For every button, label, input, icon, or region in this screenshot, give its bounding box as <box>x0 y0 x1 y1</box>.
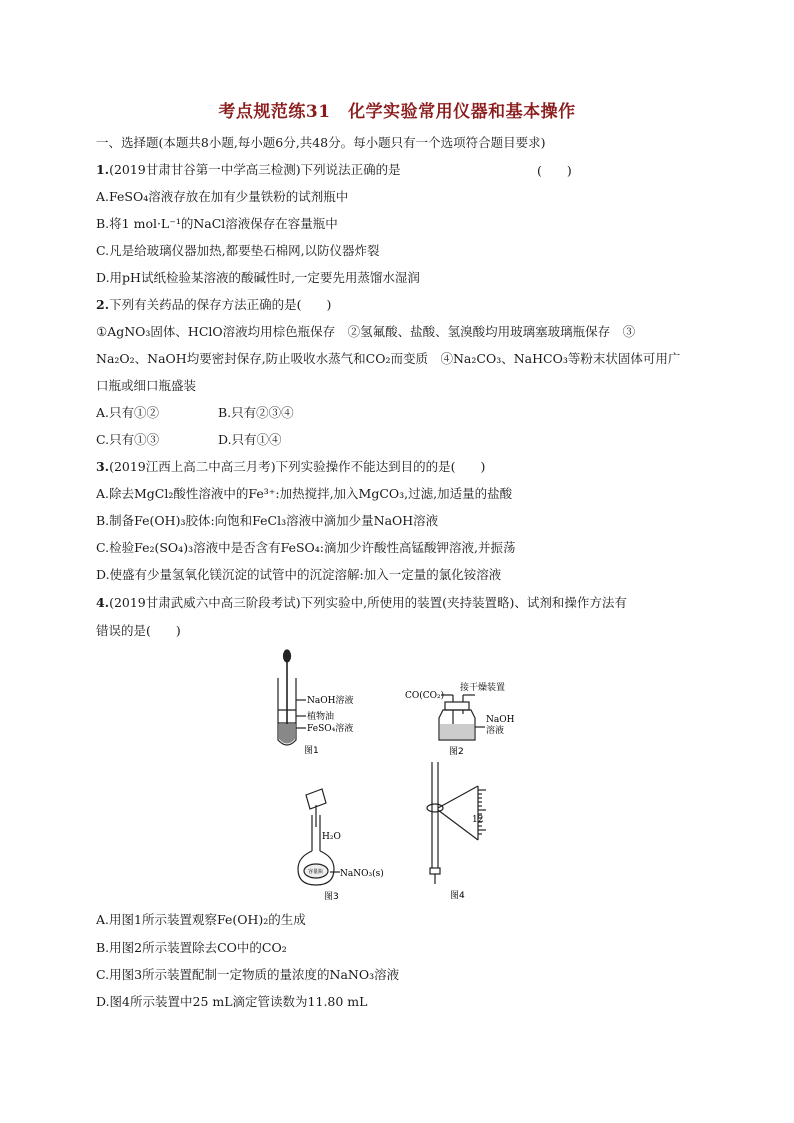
option-d: D.使盛有少量氢氧化镁沉淀的试管中的沉淀溶解:加入一定量的氯化铵溶液 <box>96 567 502 582</box>
dropper-bulb <box>284 650 291 662</box>
figure-caption: 图4 <box>450 891 465 901</box>
option-d: D.只有①④ <box>218 432 282 447</box>
figure-caption: 图2 <box>449 747 464 757</box>
question-2-body-line: ①AgNO₃固体、HClO溶液均用棕色瓶保存 ②氢氟酸、盐酸、氢溴酸均用玻璃塞玻璃瓶保存 ③ <box>96 324 636 339</box>
question-2-body-line: 口瓶或细口瓶盛装 <box>96 378 197 393</box>
label-naoh: NaOH <box>486 715 515 725</box>
figure-caption: 图1 <box>304 746 319 756</box>
label-gas-out: 接干燥装置 <box>460 683 506 693</box>
label-gas-in: CO(CO₂) <box>405 691 445 701</box>
question-text: (2019江西上高二中高三月考)下列实验操作不能达到目的的是( ) <box>109 459 486 474</box>
option-a: A.用图1所示装置观察Fe(OH)₂的生成 <box>96 912 306 927</box>
question-text: (2019甘肃武威六中高三阶段考试)下列实验中,所使用的装置(夹持装置略)、试剂和操作方法有 <box>109 595 627 610</box>
question-number: 2. <box>96 297 110 312</box>
option-c: C.用图3所示装置配制一定物质的量浓度的NaNO₃溶液 <box>96 967 400 982</box>
option-d: D.图4所示装置中25 mL滴定管读数为11.80 mL <box>96 994 368 1009</box>
option-b: B.制备Fe(OH)₃胶体:向饱和FeCl₃溶液中滴加少量NaOH溶液 <box>96 513 439 528</box>
flask-label: 容量瓶 <box>308 869 324 875</box>
question-number: 1. <box>96 162 110 177</box>
question-3-stem <box>96 458 485 476</box>
answer-paren: ( ) <box>537 163 572 178</box>
label-nano3: NaNO₃(s) <box>340 869 384 879</box>
figure-4 <box>420 760 530 905</box>
question-1-stem <box>96 161 401 179</box>
option-b: B.将1 mol·L⁻¹的NaCl溶液保存在容量瓶中 <box>96 216 338 231</box>
option-b: B.只有②③④ <box>218 405 294 420</box>
option-a: A.FeSO₄溶液存放在加有少量铁粉的试剂瓶中 <box>96 189 349 204</box>
option-a: A.只有①② <box>96 405 160 420</box>
figure-2 <box>405 680 535 758</box>
question-text: 下列有关药品的保存方法正确的是( ) <box>109 297 332 312</box>
label-solution: 溶液 <box>486 726 505 736</box>
section-heading: 一、选择题(本题共8小题,每小题6分,共48分。每小题只有一个选项符合题目要求) <box>96 135 546 150</box>
label-oil: 植物油 <box>307 712 335 722</box>
figure-3 <box>294 785 384 905</box>
question-number: 3. <box>96 459 110 474</box>
option-c: C.只有①③ <box>96 432 160 447</box>
question-4-stem-cont: 错误的是( ) <box>96 623 181 638</box>
question-text: (2019甘肃甘谷第一中学高三检测)下列说法正确的是 <box>109 162 401 177</box>
question-2-stem <box>96 296 331 314</box>
option-d: D.用pH试纸检验某溶液的酸碱性时,一定要先用蒸馏水湿润 <box>96 270 420 285</box>
label-naoh: NaOH溶液 <box>307 696 354 706</box>
option-c: C.检验Fe₂(SO₄)₃溶液中是否含有FeSO₄:滴加少许酸性高锰酸钾溶液,并振荡 <box>96 540 516 555</box>
option-c: C.凡是给玻璃仪器加热,都要垫石棉网,以防仪器炸裂 <box>96 243 380 258</box>
option-b: B.用图2所示装置除去CO中的CO₂ <box>96 940 287 955</box>
scale-reading: 12 <box>472 815 484 825</box>
figure-caption: 图3 <box>324 892 339 902</box>
label-feso4: FeSO₄溶液 <box>307 724 354 734</box>
question-4-stem <box>96 594 627 612</box>
question-number: 4. <box>96 595 110 610</box>
question-2-body-line: Na₂O₂、NaOH均要密封保存,防止吸收水蒸气和CO₂而变质 ④Na₂CO₃、NaHCO₃等粉末状固体可用广 <box>96 351 681 366</box>
label-water: H₂O <box>322 832 341 842</box>
option-a: A.除去MgCl₂酸性溶液中的Fe³⁺:加热搅拌,加入MgCO₃,过滤,加适量的盐酸 <box>96 486 513 501</box>
page-title: 考点规范练31 化学实验常用仪器和基本操作 <box>218 102 576 122</box>
figure-1 <box>262 648 362 758</box>
